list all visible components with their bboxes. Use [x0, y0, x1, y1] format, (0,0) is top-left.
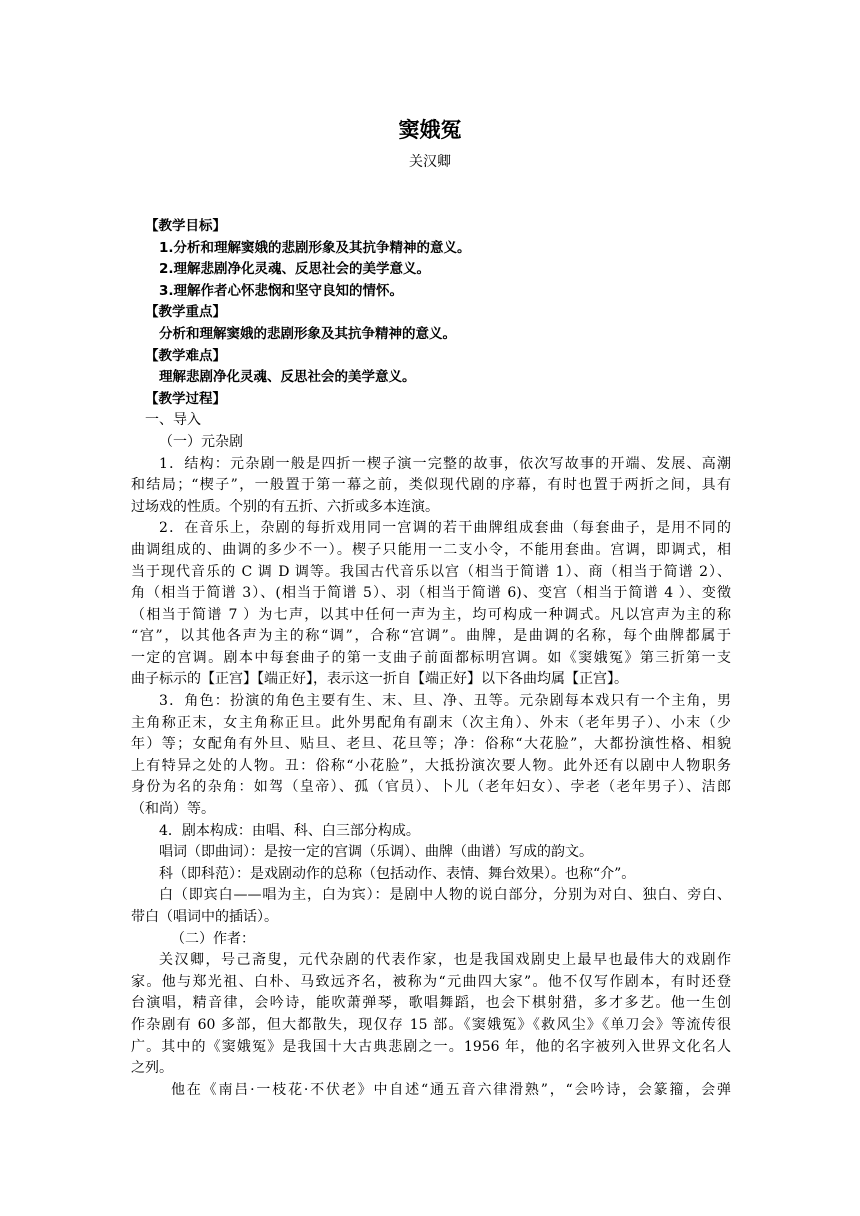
paragraph-line: 广。其中的《窦娥冤》是我国十大古典悲剧之一。1956 年，他的名字被列入世界文化名人 [131, 1038, 731, 1055]
paragraph-line: 年）等；女配角有外旦、贴旦、老旦、花旦等；净：俗称“大花脸”，大都扮演性格、相貌 [131, 736, 731, 753]
objective-item: 1.分析和理解窦娥的悲剧形象及其抗争精神的意义。 [159, 239, 471, 256]
objective-item: 2.理解悲剧净化灵魂、反思社会的美学意义。 [159, 261, 431, 278]
paragraph-line: 台演唱，精音律，会吟诗，能吹萧弹琴，歌唱舞蹈，也会下棋射猎，多才多艺。他一生创 [131, 995, 731, 1012]
paragraph-line: 过场戏的性质。个别的有五折、六折或多本连演。 [131, 498, 439, 515]
objectives-heading: 【教学目标】 [145, 218, 226, 234]
paragraph-line: 1．结构：元杂剧一般是四折一楔子演一完整的故事，依次写故事的开端、发展、高潮 [159, 455, 731, 472]
paragraph-line: 家。他与郑光祖、白朴、马致远齐名，被称为“元曲四大家”。他不仅写作剧本，有时还登 [131, 973, 731, 990]
paragraph-line: 当于现代音乐的 C 调 D 调等。我国古代音乐以宫（相当于简谱 1）、商（相当于简谱 2）、 [131, 563, 731, 580]
paragraph-line: “宫”，以其他各声为主的称“调”，合称“宫调”。曲牌，是曲调的名称，每个曲牌都属于 [131, 628, 731, 645]
key-point-text: 分析和理解窦娥的悲剧形象及其抗争精神的意义。 [159, 325, 456, 342]
paragraph-line: 主角称正末，女主角称正旦。此外男配角有副末（次主角）、外末（老年男子）、小末（少 [131, 714, 731, 731]
section-heading: 一、导入 [145, 412, 201, 429]
paragraph-line: 之列。 [131, 1060, 173, 1077]
paragraph-line: 4．剧本构成：由唱、科、白三部分构成。 [159, 822, 420, 839]
paragraph-line: 他在《南吕·一枝花·不伏老》中自述“通五音六律滑熟”，“会吟诗，会篆籀，会弹 [171, 1081, 731, 1098]
paragraph-line: 白（即宾白——唱为主，白为宾）：是剧中人物的说白部分，分别为对白、独白、旁白、 [159, 887, 731, 904]
paragraph-line: 唱词（即曲词）：是按一定的宫调（乐调）、曲牌（曲谱）写成的韵文。 [159, 844, 593, 861]
subsection-heading: （二）作者： [171, 930, 255, 947]
key-point-heading: 【教学重点】 [145, 304, 226, 321]
objective-item: 3.理解作者心怀悲悯和坚守良知的情怀。 [159, 282, 404, 299]
paragraph-line: 科（即科范）：是戏剧动作的总称（包括动作、表情、舞台效果）。也称“介”。 [159, 865, 636, 882]
paragraph-line: （相当于简谱 7 ）为七声，以其中任何一声为主，均可构成一种调式。凡以宫声为主的称 [131, 606, 731, 623]
document-author: 关汉卿 [409, 154, 451, 170]
document-title: 窦娥冤 [398, 118, 462, 142]
paragraph-line: 作杂剧有 60 多部，但大都散失，现仅存 15 部。《窦娥冤》《救风尘》《单刀会》等流传很 [131, 1016, 731, 1033]
paragraph-line: 一定的宫调。剧本中每套曲子的第一支曲子前面都标明宫调。如《窦娥冤》第三折第一支 [131, 649, 731, 666]
paragraph-line: 身份为名的杂角：如驾（皇帝）、孤（官员）、卜儿（老年妇女）、孛老（老年男子）、洁郎 [131, 779, 731, 796]
paragraph-line: 曲调组成的、曲调的多少不一）。楔子只能用一二支小令，不能用套曲。宫调，即调式，相 [131, 541, 731, 558]
paragraph-line: 3．角色：扮演的角色主要有生、末、旦、净、丑等。元杂剧每本戏只有一个主角，男 [159, 693, 731, 710]
difficulty-heading: 【教学难点】 [145, 347, 226, 364]
process-heading: 【教学过程】 [145, 390, 226, 407]
document-body [131, 216, 731, 1101]
paragraph-line: 2．在音乐上，杂剧的每折戏用同一宫调的若干曲牌组成套曲（每套曲子，是用不同的 [159, 520, 731, 537]
paragraph-line: 上有特异之处的人物。丑：俗称“小花脸”，大抵扮演次要人物。此外还有以剧中人物职务 [131, 757, 731, 774]
paragraph-line: 曲子标示的【正宫】【端正好】，表示这一折自【端正好】以下各曲均属【正宫】。 [131, 671, 628, 688]
paragraph-line: 关汉卿，号己斋叟，元代杂剧的代表作家，也是我国戏剧史上最早也最伟大的戏剧作 [159, 952, 731, 969]
difficulty-text: 理解悲剧净化灵魂、反思社会的美学意义。 [159, 369, 416, 386]
paragraph-line: （和尚）等。 [131, 801, 215, 818]
paragraph-line: 角（相当于简谱 3）、(相当于简谱 5）、羽（相当于简谱 6)、变宫（相当于简谱 4 ）、变徵 [131, 585, 731, 602]
paragraph-line: 带白（唱词中的插话）。 [131, 909, 278, 925]
paragraph-line: 和结局；“楔子”，一般置于第一幕之前，类似现代剧的序幕，有时也置于两折之间，具有 [131, 477, 731, 494]
subsection-heading: （一）元杂剧 [159, 433, 243, 450]
